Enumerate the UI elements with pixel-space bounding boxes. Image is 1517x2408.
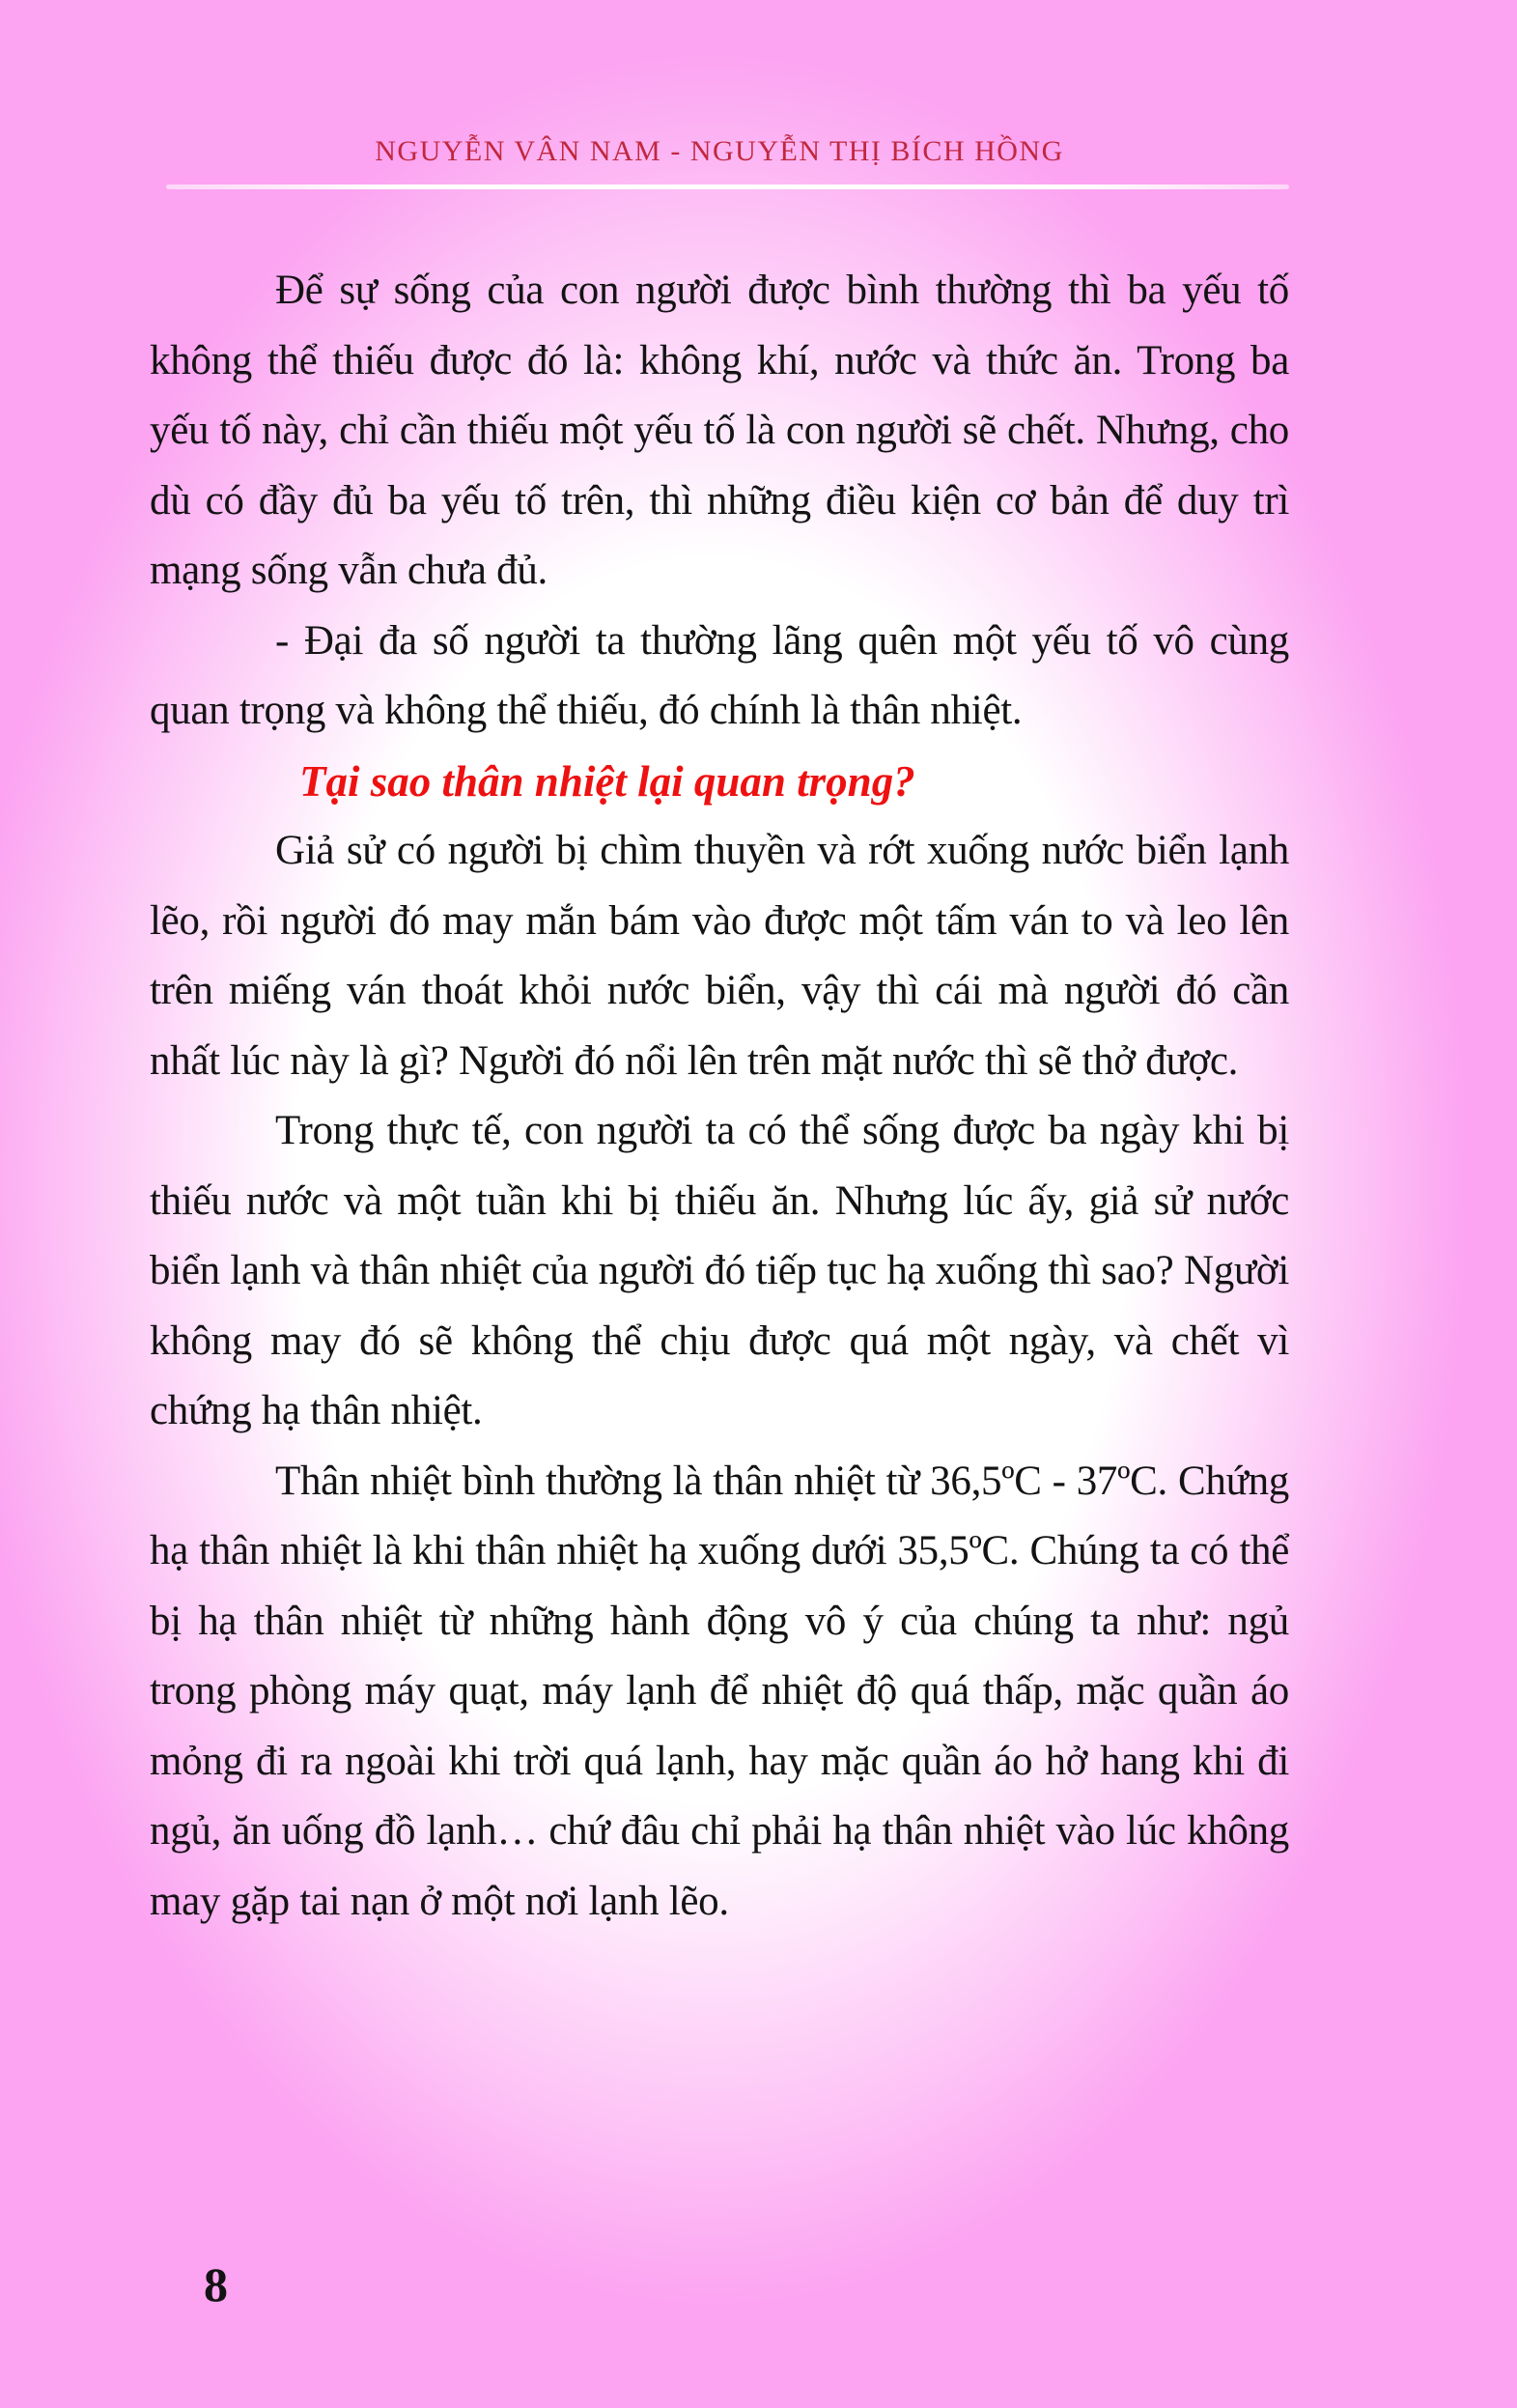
running-head-authors: NGUYỄN VÂN NAM - NGUYỄN THỊ BÍCH HỒNG	[375, 135, 1064, 167]
section-heading: Tại sao thân nhiệt lại quan trọng?	[299, 756, 915, 806]
header-rule-divider	[166, 184, 1289, 189]
paragraph-3: Giả sử có người bị chìm thuyền và rớt xuống nước biển lạnh lẽo, rồi người đó may mắn bám vào được một tấm ván to và leo lên trên miếng ván thoát khỏi nước biển, vậy thì cái mà người đó cần nhất lúc này là gì? Người đó nổi lên trên mặt nước thì sẽ thở được.	[150, 828, 1289, 1084]
paragraph-5: Thân nhiệt bình thường là thân nhiệt từ 36,5ºC - 37ºC. Chứng hạ thân nhiệt là khi thân nhiệt hạ xuống dưới 35,5ºC. Chúng ta có thể bị hạ thân nhiệt từ những hành động vô ý của chúng ta như: ngủ trong phòng máy quạt, máy lạnh để nhiệt độ quá thấp, mặc quần áo mỏng đi ra ngoài khi trời quá lạnh, hay mặc quần áo hở hang khi đi ngủ, ăn uống đồ lạnh… chứ đâu chỉ phải hạ thân nhiệt vào lúc không may gặp tai nạn ở một nơi lạnh lẽo.	[150, 1458, 1289, 1924]
paragraph-4: Trong thực tế, con người ta có thể sống được ba ngày khi bị thiếu nước và một tuần khi bị thiếu ăn. Nhưng lúc ấy, giả sử nước biển lạnh và thân nhiệt của người đó tiếp tục hạ xuống thì sao? Người không may đó sẽ không thể chịu được quá một ngày, và chết vì chứng hạ thân nhiệt.	[150, 1108, 1289, 1433]
page-number: 8	[204, 2257, 228, 2311]
page-content	[150, 256, 1289, 1937]
paragraph-1: Để sự sống của con người được bình thường thì ba yếu tố không thể thiếu được đó là: không khí, nước và thức ăn. Trong ba yếu tố này, chỉ cần thiếu một yếu tố là con người sẽ chết. Nhưng, cho dù có đầy đủ ba yếu tố trên, thì những điều kiện cơ bản để duy trì mạng sống vẫn chưa đủ.	[150, 268, 1289, 593]
paragraph-2: - Đại đa số người ta thường lãng quên một yếu tố vô cùng quan trọng và không thể thiếu, đó chính là thân nhiệt.	[150, 617, 1289, 733]
